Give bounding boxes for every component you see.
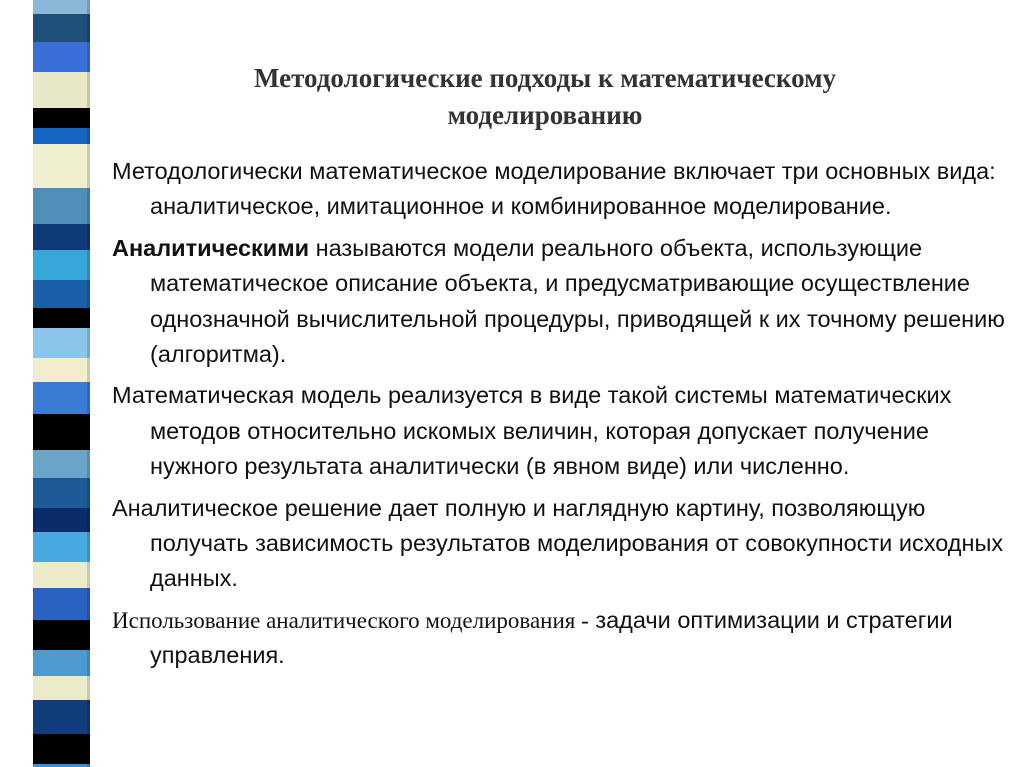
- stripe-band: [33, 414, 90, 450]
- paragraph-math-model: [112, 378, 1012, 484]
- stripe-band: [33, 450, 90, 478]
- title-line-1: Методологические подходы к математическому: [254, 63, 836, 93]
- stripe-band: [33, 676, 90, 700]
- stripe-band: [33, 508, 90, 532]
- stripe-band: [33, 128, 90, 144]
- paragraph-lead-bold: Аналитическими: [112, 234, 310, 261]
- stripe-band: [33, 144, 90, 188]
- stripe-band: [33, 562, 90, 588]
- stripe-band: [33, 72, 90, 108]
- paragraph-text: называются модели реального объекта, использующие математическое описание объекта, и предусматривающие осуществление однозначной вычислительной процедуры, приводящей к их точному решению (алгоритма).: [150, 234, 1005, 368]
- stripe-band: [33, 700, 90, 734]
- stripe-band: [33, 532, 90, 562]
- decorative-stripe-bar: [33, 0, 90, 767]
- stripe-band: [33, 478, 90, 508]
- stripe-band: [33, 308, 90, 328]
- stripe-band: [33, 280, 90, 308]
- paragraph-text: задачи оптимизации и стратегии управления.: [150, 606, 953, 669]
- stripe-band: [33, 650, 90, 676]
- paragraph-overview: [112, 154, 1012, 225]
- stripe-band: [33, 358, 90, 382]
- slide-body: [112, 154, 1012, 680]
- stripe-band: [33, 382, 90, 414]
- stripe-band: [33, 328, 90, 358]
- paragraph-analytical-definition: [112, 231, 1012, 373]
- stripe-band: [33, 620, 90, 650]
- stripe-band: [33, 0, 90, 14]
- paragraph-text: Аналитическое решение дает полную и наглядную картину, позволяющую получать зависимость результатов моделирования от совокупности исходных данных.: [112, 494, 1004, 592]
- stripe-band: [33, 250, 90, 280]
- stripe-band: [33, 42, 90, 72]
- paragraph-usage: [112, 603, 1012, 674]
- stripe-band: [33, 188, 90, 224]
- slide-title: [130, 60, 960, 134]
- stripe-band: [33, 734, 90, 764]
- paragraph-text: Математическая модель реализуется в виде такой системы математических методов относительно искомых величин, которая допускает получение нужного результата аналитически (в явном виде) или численно.: [112, 382, 952, 480]
- stripe-band: [33, 108, 90, 128]
- stripe-band: [33, 588, 90, 620]
- stripe-band: [33, 224, 90, 250]
- paragraph-lead-serif: Использование аналитического моделирования -: [112, 607, 589, 633]
- title-line-2: моделированию: [447, 100, 643, 130]
- paragraph-text: Методологически математическое моделирование включает три основных вида: аналитическое, имитационное и комбинированное моделирование.: [112, 158, 996, 220]
- paragraph-analytical-solution: [112, 491, 1012, 597]
- stripe-band: [33, 14, 90, 42]
